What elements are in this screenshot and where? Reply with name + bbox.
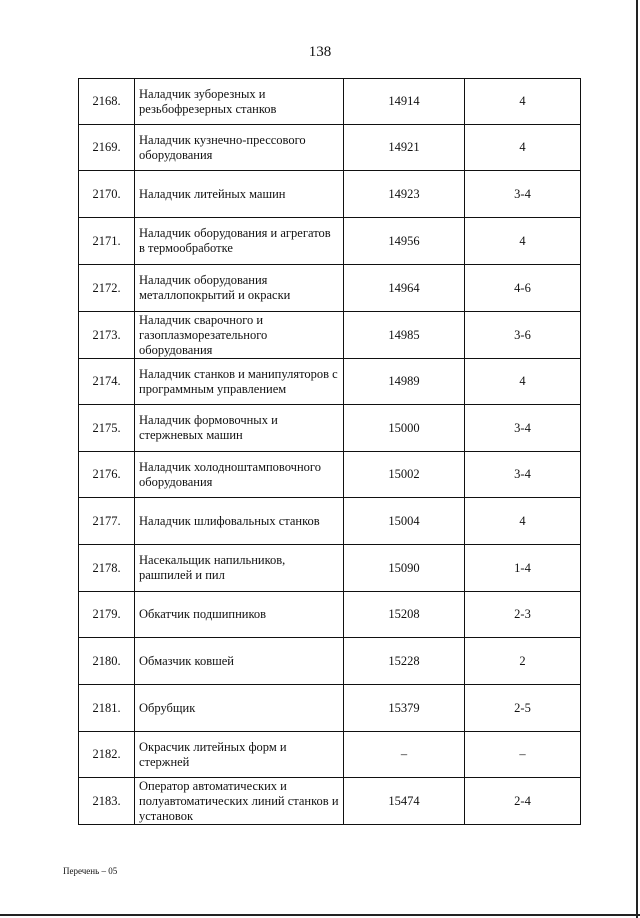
grade-range: 4 (465, 125, 581, 171)
grade-range: – (465, 732, 581, 778)
table-row (79, 405, 581, 452)
profession-code: 15208 (344, 592, 465, 638)
row-number: 2169. (79, 125, 135, 171)
profession-code: 14921 (344, 125, 465, 171)
grade-range: 3-4 (465, 452, 581, 498)
row-number: 2168. (79, 79, 135, 125)
profession-name: Обмазчик ковшей (135, 638, 344, 685)
table-row (79, 732, 581, 778)
profession-table (78, 78, 581, 825)
profession-code: 15474 (344, 778, 465, 825)
profession-code: 14923 (344, 171, 465, 218)
profession-name: Наладчик зуборезных и резьбофрезерных станков (135, 79, 344, 125)
table-row (79, 498, 581, 545)
table-row (79, 359, 581, 405)
grade-range: 4 (465, 498, 581, 545)
profession-name: Наладчик станков и манипуляторов с программным управлением (135, 359, 344, 405)
page-number: 138 (308, 44, 332, 60)
footer-label: Перечень – 05 (63, 866, 118, 876)
grade-range: 3-6 (465, 312, 581, 359)
row-number: 2176. (79, 452, 135, 498)
table-row (79, 79, 581, 125)
profession-code: 15379 (344, 685, 465, 732)
grade-range: 3-4 (465, 405, 581, 452)
scan-edge-right (636, 0, 638, 918)
grade-range: 2 (465, 638, 581, 685)
profession-name: Наладчик литейных машин (135, 171, 344, 218)
profession-code: 14985 (344, 312, 465, 359)
profession-name: Наладчик формовочных и стержневых машин (135, 405, 344, 452)
profession-code: 14989 (344, 359, 465, 405)
scan-edge-bottom (0, 914, 640, 916)
grade-range: 4 (465, 79, 581, 125)
profession-name: Оператор автоматических и полуавтоматических линий станков и установок (135, 778, 344, 825)
table-row (79, 125, 581, 171)
profession-name: Обрубщик (135, 685, 344, 732)
row-number: 2171. (79, 218, 135, 265)
profession-name: Наладчик оборудования металлопокрытий и окраски (135, 265, 344, 312)
row-number: 2174. (79, 359, 135, 405)
profession-code: 14914 (344, 79, 465, 125)
profession-code: 15090 (344, 545, 465, 592)
profession-name: Насекальщик напильников, рашпилей и пил (135, 545, 344, 592)
profession-code: – (344, 732, 465, 778)
grade-range: 4 (465, 359, 581, 405)
profession-name: Наладчик сварочного и газоплазморезательного оборудования (135, 312, 344, 359)
profession-name: Наладчик кузнечно-прессового оборудования (135, 125, 344, 171)
profession-code: 15002 (344, 452, 465, 498)
row-number: 2182. (79, 732, 135, 778)
profession-name: Окрасчик литейных форм и стержней (135, 732, 344, 778)
table-row (79, 452, 581, 498)
row-number: 2173. (79, 312, 135, 359)
profession-code: 15228 (344, 638, 465, 685)
table-row (79, 592, 581, 638)
table-row (79, 545, 581, 592)
row-number: 2172. (79, 265, 135, 312)
row-number: 2179. (79, 592, 135, 638)
table-row (79, 218, 581, 265)
grade-range: 4 (465, 218, 581, 265)
grade-range: 4-6 (465, 265, 581, 312)
table-row (79, 171, 581, 218)
profession-code: 15004 (344, 498, 465, 545)
table-row (79, 685, 581, 732)
grade-range: 2-3 (465, 592, 581, 638)
row-number: 2170. (79, 171, 135, 218)
row-number: 2178. (79, 545, 135, 592)
row-number: 2177. (79, 498, 135, 545)
row-number: 2183. (79, 778, 135, 825)
profession-code: 14964 (344, 265, 465, 312)
row-number: 2175. (79, 405, 135, 452)
table-row (79, 638, 581, 685)
grade-range: 3-4 (465, 171, 581, 218)
profession-name: Наладчик холодноштамповочного оборудования (135, 452, 344, 498)
grade-range: 2-5 (465, 685, 581, 732)
profession-name: Наладчик оборудования и агрегатов в термообработке (135, 218, 344, 265)
profession-name: Обкатчик подшипников (135, 592, 344, 638)
row-number: 2180. (79, 638, 135, 685)
grade-range: 1-4 (465, 545, 581, 592)
profession-name: Наладчик шлифовальных станков (135, 498, 344, 545)
table-row (79, 265, 581, 312)
row-number: 2181. (79, 685, 135, 732)
grade-range: 2-4 (465, 778, 581, 825)
profession-code: 14956 (344, 218, 465, 265)
table-row (79, 312, 581, 359)
profession-code: 15000 (344, 405, 465, 452)
table-row (79, 778, 581, 825)
